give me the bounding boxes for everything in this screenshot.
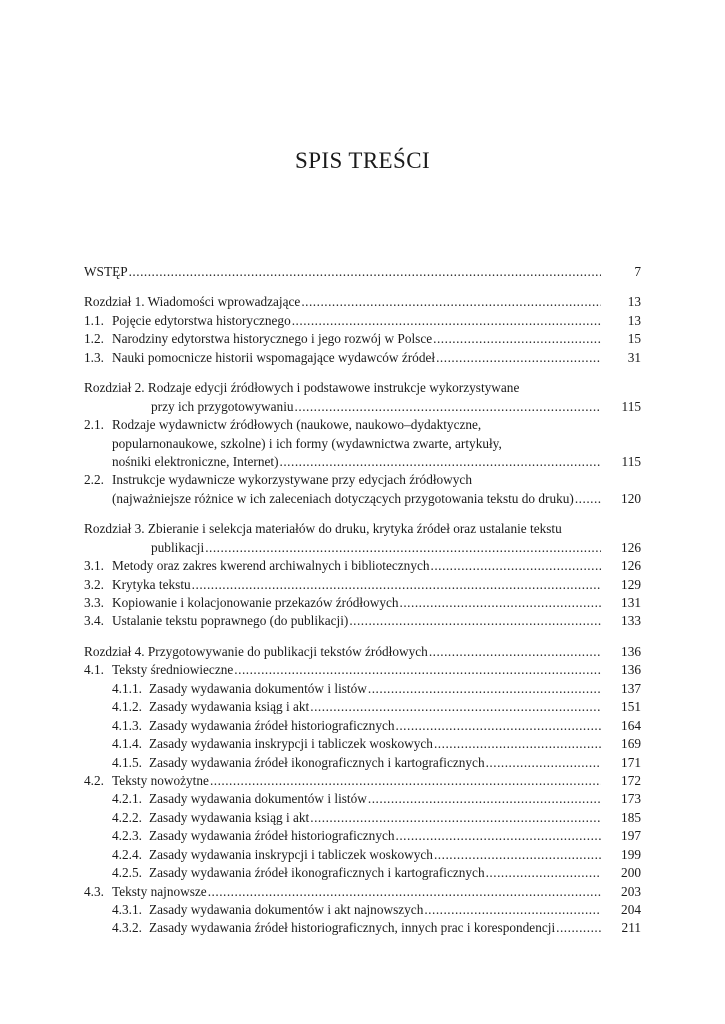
toc-entry[interactable] bbox=[84, 828, 641, 846]
dot-leader bbox=[433, 331, 601, 347]
dot-leader bbox=[396, 828, 601, 844]
toc-entry-page-number: 120 bbox=[621, 490, 641, 506]
dot-leader bbox=[301, 294, 601, 310]
toc-entry[interactable] bbox=[84, 920, 641, 938]
toc-entry-number: 1.3. bbox=[84, 349, 104, 365]
toc-entry-title: Zasady wydawania dokumentów i listów bbox=[149, 680, 367, 696]
toc-entry-number: 4.2.4. bbox=[112, 846, 142, 862]
toc-entry-number: 3.1. bbox=[84, 558, 104, 574]
toc-entry-page-number: 173 bbox=[621, 791, 641, 807]
dot-leader bbox=[192, 577, 601, 593]
toc-entry-page-number: 185 bbox=[621, 809, 641, 825]
toc-entry-number: 2.2. bbox=[84, 472, 104, 488]
toc-entry-title: Metody oraz zakres kwerend archiwalnych i bibliotecznych bbox=[112, 558, 430, 574]
toc-entry[interactable] bbox=[84, 540, 641, 558]
toc-entry-title: Zasady wydawania źródeł historiograficznych, innych prac i korespondencji bbox=[149, 920, 556, 936]
toc-entry[interactable] bbox=[84, 558, 641, 576]
toc-entry-page-number: 15 bbox=[627, 331, 641, 347]
toc-entry-page-number: 197 bbox=[621, 828, 641, 844]
toc-entry[interactable] bbox=[84, 313, 641, 331]
toc-entry-page-number: 136 bbox=[621, 643, 641, 659]
toc-entry-page-number: 169 bbox=[621, 736, 641, 752]
toc-entry-title: Rozdział 1. Wiadomości wprowadzające bbox=[84, 294, 301, 310]
toc-entry[interactable] bbox=[84, 472, 641, 490]
toc-entry-page-number: 7 bbox=[634, 264, 641, 279]
toc-entry-page-number: 137 bbox=[621, 680, 641, 696]
toc-entry-page-number: 199 bbox=[621, 846, 641, 862]
toc-entry-title: Ustalanie tekstu poprawnego (do publikacji) bbox=[112, 613, 349, 629]
toc-entry-title: Rozdział 4. Przygotowywanie do publikacji tekstów źródłowych bbox=[84, 643, 428, 659]
toc-entry-title: Zasady wydawania źródeł historiograficznych bbox=[149, 828, 395, 844]
toc-entry-title: Zasady wydawania źródeł historiograficznych bbox=[149, 717, 395, 733]
dot-leader bbox=[280, 454, 601, 470]
toc-entry[interactable] bbox=[84, 331, 641, 349]
toc-entry-title: Kopiowanie i kolacjonowanie przekazów źródłowych bbox=[112, 595, 399, 610]
toc-entry-title: publikacji bbox=[151, 539, 205, 555]
toc-entry-title: Zasady wydawania inskrypcji i tabliczek woskowych bbox=[149, 736, 433, 752]
toc-entry-page-number: 129 bbox=[621, 576, 641, 592]
dot-leader bbox=[486, 865, 601, 881]
toc-entry-title: przy ich przygotowywaniu bbox=[151, 398, 294, 414]
toc-entry-title: popularnonaukowe, szkolne) i ich formy (wydawnictwa zwarte, artykuły, bbox=[112, 435, 502, 451]
dot-leader bbox=[210, 773, 601, 789]
toc-entry[interactable] bbox=[84, 350, 641, 368]
toc-entry-page-number: 115 bbox=[621, 453, 641, 469]
dot-leader bbox=[292, 313, 601, 329]
toc-entry-number: 3.3. bbox=[84, 595, 104, 610]
toc-entry-title: Nauki pomocnicze historii wspomagające wydawców źródeł bbox=[112, 349, 436, 365]
toc-entry-page-number: 31 bbox=[627, 349, 641, 365]
toc-entry[interactable] bbox=[84, 884, 641, 902]
toc-entry-number: 2.1. bbox=[84, 417, 104, 433]
toc-entry[interactable] bbox=[84, 294, 641, 312]
dot-leader bbox=[205, 540, 601, 556]
toc-entry[interactable] bbox=[84, 773, 641, 791]
toc-entry-title: Narodziny edytorstwa historycznego i jego rozwój w Polsce bbox=[112, 331, 433, 347]
dot-leader bbox=[368, 681, 601, 697]
toc-entry[interactable] bbox=[84, 902, 641, 920]
toc-entry[interactable] bbox=[84, 577, 641, 595]
toc-entry-title: Rozdział 2. Rodzaje edycji źródłowych i podstawowe instrukcje wykorzystywane bbox=[84, 380, 520, 396]
toc-entry[interactable] bbox=[84, 613, 641, 631]
dot-leader bbox=[234, 662, 601, 678]
toc-entry-number: 1.1. bbox=[84, 312, 104, 328]
dot-leader bbox=[310, 699, 601, 715]
toc-entry[interactable] bbox=[84, 865, 641, 883]
toc-entry-number: 4.1.1. bbox=[112, 680, 142, 696]
toc-entry-number: 4.3. bbox=[84, 883, 104, 899]
toc-entry[interactable] bbox=[84, 491, 641, 509]
toc-entry[interactable] bbox=[84, 736, 641, 754]
toc-entry[interactable] bbox=[84, 791, 641, 809]
toc-entry-title: WSTĘP bbox=[84, 264, 128, 279]
toc-entry-title: Teksty nowożytne bbox=[112, 772, 209, 788]
toc-entry-number: 3.2. bbox=[84, 576, 104, 592]
toc-entry-page-number: 133 bbox=[621, 613, 641, 629]
toc-entry-page-number: 131 bbox=[621, 595, 641, 610]
dot-leader bbox=[129, 264, 601, 280]
toc-entry-number: 4.1.3. bbox=[112, 717, 142, 733]
dot-leader bbox=[368, 791, 601, 807]
dot-leader bbox=[424, 902, 601, 918]
toc-entry[interactable] bbox=[84, 644, 641, 662]
toc-entry-page-number: 13 bbox=[627, 294, 641, 310]
dot-leader bbox=[486, 755, 601, 771]
toc-entry[interactable] bbox=[84, 699, 641, 717]
toc-entry-page-number: 172 bbox=[621, 772, 641, 788]
dot-leader bbox=[429, 644, 601, 660]
toc-entry-title: nośniki elektroniczne, Internet) bbox=[112, 453, 279, 469]
toc-entry-page-number: 204 bbox=[621, 902, 641, 917]
toc-entry-number: 4.1.2. bbox=[112, 699, 142, 715]
dot-leader bbox=[295, 399, 601, 415]
toc-entry-title: Zasady wydawania źródeł ikonograficznych i kartograficznych bbox=[149, 754, 485, 770]
toc-entry-number: 4.2.1. bbox=[112, 791, 142, 807]
toc-entry-title: Rozdział 3. Zbieranie i selekcja materiałów do druku, krytyka źródeł oraz ustalanie tekstu bbox=[84, 521, 562, 537]
dot-leader bbox=[556, 920, 601, 936]
toc-entry[interactable] bbox=[84, 718, 641, 736]
dot-leader bbox=[431, 558, 601, 574]
toc-entry-page-number: 171 bbox=[621, 754, 641, 770]
toc-entry-title: (najważniejsze różnice w ich zaleceniach dotyczących przygotowania tekstu do druku) bbox=[112, 490, 574, 506]
toc-entry[interactable] bbox=[84, 399, 641, 417]
toc-entry-title: Zasady wydawania źródeł ikonograficznych i kartograficznych bbox=[149, 865, 485, 881]
toc-entry-title: Zasady wydawania inskrypcji i tabliczek woskowych bbox=[149, 846, 433, 862]
toc-entry[interactable] bbox=[84, 847, 641, 865]
toc-entry-title: Zasady wydawania ksiąg i akt bbox=[149, 699, 310, 715]
toc-entry-page-number: 126 bbox=[621, 539, 641, 555]
toc-entry[interactable] bbox=[84, 521, 641, 539]
toc-entry-page-number: 151 bbox=[621, 699, 641, 715]
toc-entry[interactable] bbox=[84, 380, 641, 398]
toc-entry[interactable] bbox=[84, 264, 641, 282]
toc-entry-number: 4.3.1. bbox=[112, 902, 142, 917]
toc-entry-number: 4.2.3. bbox=[112, 828, 142, 844]
toc-entry-page-number: 164 bbox=[621, 717, 641, 733]
toc-entry-page-number: 115 bbox=[621, 398, 641, 414]
toc-entry-page-number: 13 bbox=[627, 312, 641, 328]
toc-entry-title: Zasady wydawania dokumentów i listów bbox=[149, 791, 367, 807]
toc-entry-page-number: 200 bbox=[621, 865, 641, 881]
toc-entry-number: 4.2.5. bbox=[112, 865, 142, 881]
table-of-contents bbox=[84, 264, 641, 939]
toc-entry-number: 4.1.5. bbox=[112, 754, 142, 770]
toc-entry-page-number: 211 bbox=[621, 920, 641, 936]
dot-leader bbox=[434, 736, 601, 752]
toc-entry-title: Pojęcie edytorstwa historycznego bbox=[112, 312, 291, 328]
toc-entry-number: 4.2.2. bbox=[112, 809, 142, 825]
dot-leader bbox=[208, 884, 601, 900]
dot-leader bbox=[436, 350, 601, 366]
dot-leader bbox=[400, 595, 601, 611]
toc-entry[interactable] bbox=[84, 454, 641, 472]
toc-entry-title: Krytyka tekstu bbox=[112, 576, 191, 592]
toc-entry-number: 4.2. bbox=[84, 772, 104, 788]
toc-entry-number: 1.2. bbox=[84, 331, 104, 347]
toc-entry[interactable] bbox=[84, 681, 641, 699]
toc-entry-title: Rodzaje wydawnictw źródłowych (naukowe, naukowo–dydaktyczne, bbox=[112, 417, 482, 433]
dot-leader bbox=[575, 491, 601, 507]
dot-leader bbox=[349, 613, 601, 629]
dot-leader bbox=[396, 718, 601, 734]
toc-entry[interactable] bbox=[84, 810, 641, 828]
toc-entry-page-number: 136 bbox=[621, 662, 641, 678]
dot-leader bbox=[434, 847, 601, 863]
toc-entry-title: Instrukcje wydawnicze wykorzystywane przy edycjach źródłowych bbox=[112, 472, 472, 488]
toc-entry[interactable] bbox=[84, 436, 641, 454]
toc-entry-title: Zasady wydawania ksiąg i akt bbox=[149, 809, 310, 825]
dot-leader bbox=[310, 810, 601, 826]
toc-entry-page-number: 126 bbox=[621, 558, 641, 574]
toc-entry-number: 3.4. bbox=[84, 613, 104, 629]
toc-entry-title: Zasady wydawania dokumentów i akt najnowszych bbox=[149, 902, 424, 917]
toc-entry[interactable] bbox=[84, 417, 641, 435]
toc-entry[interactable] bbox=[84, 662, 641, 680]
toc-entry[interactable] bbox=[84, 755, 641, 773]
toc-entry-title: Teksty średniowieczne bbox=[112, 662, 234, 678]
toc-entry-title: Teksty najnowsze bbox=[112, 883, 207, 899]
toc-entry[interactable] bbox=[84, 595, 641, 613]
toc-entry-number: 4.1.4. bbox=[112, 736, 142, 752]
toc-entry-number: 4.1. bbox=[84, 662, 104, 678]
toc-entry-page-number: 203 bbox=[621, 883, 641, 899]
page-title: SPIS TREŚCI bbox=[295, 148, 430, 173]
toc-entry-number: 4.3.2. bbox=[112, 920, 142, 936]
